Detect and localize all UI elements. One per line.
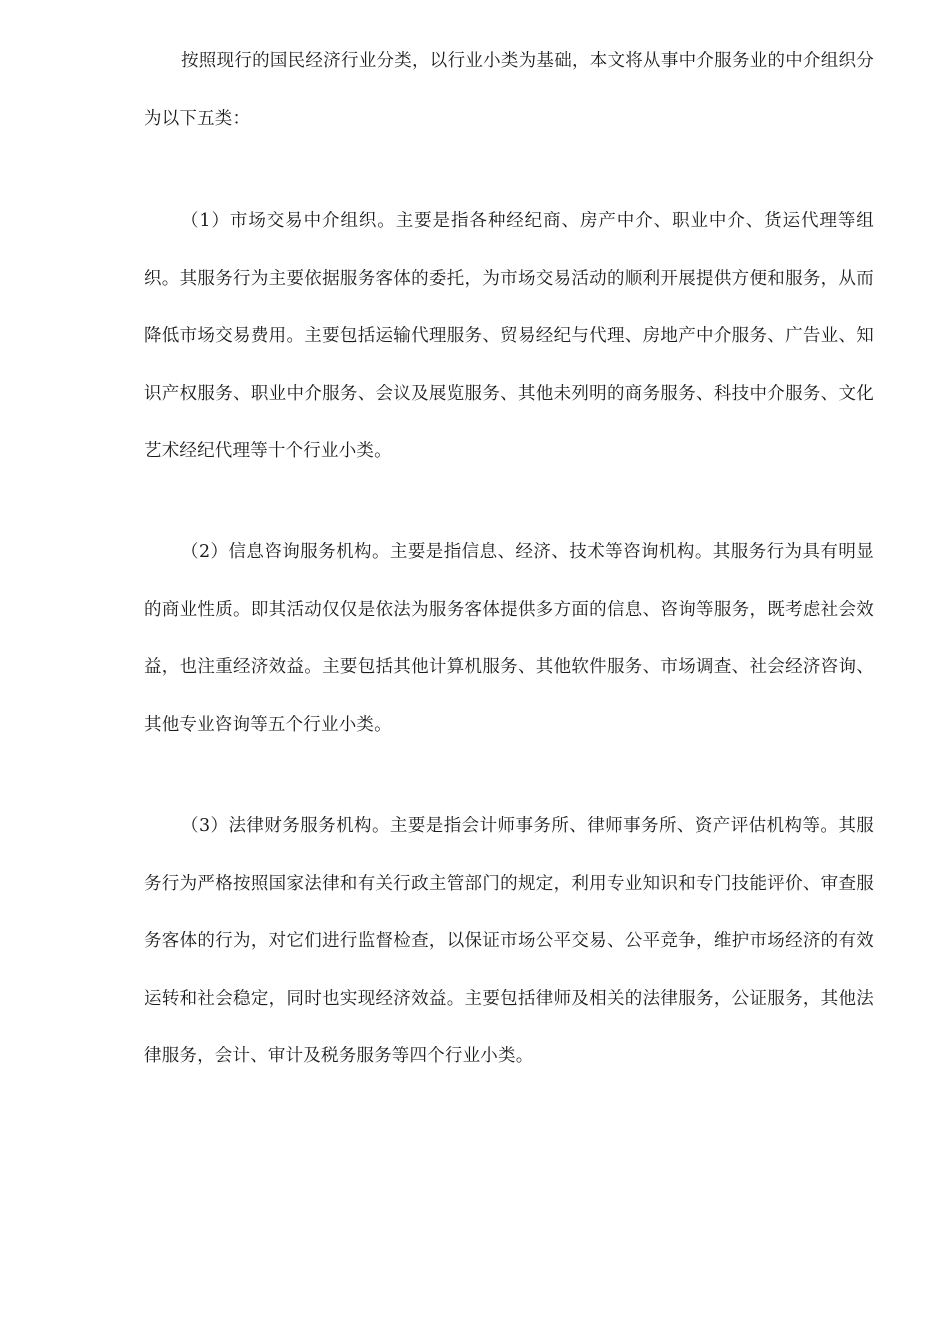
intro-paragraph: 按照现行的国民经济行业分类，以行业小类为基础，本文将从事中介服务业的中介组织分为以下五类：	[144, 51, 874, 129]
category-3-paragraph: （3）法律财务服务机构。主要是指会计师事务所、律师事务所、资产评估机构等。其服务行为严格按照国家法律和有关行政主管部门的规定，利用专业知识和专门技能评价、审查服务客体的行为，对它们进行监督检查，以保证市场公平交易、公平竞争，维护市场经济的有效运转和社会稳定，同时也实现经济效益。主要包括律师及相关的法律服务，公证服务，其他法律服务，会计、审计及税务服务等四个行业小类。	[144, 816, 874, 1066]
category-2-paragraph: （2）信息咨询服务机构。主要是指信息、经济、技术等咨询机构。其服务行为具有明显的商业性质。即其活动仅仅是依法为服务客体提供多方面的信息、咨询等服务，既考虑社会效益，也注重经济效益。主要包括其他计算机服务、其他软件服务、市场调查、社会经济咨询、其他专业咨询等五个行业小类。	[144, 542, 874, 735]
category-1-paragraph: （1）市场交易中介组织。主要是指各种经纪商、房产中介、职业中介、货运代理等组织。其服务行为主要依据服务客体的委托，为市场交易活动的顺利开展提供方便和服务，从而降低市场交易费用。主要包括运输代理服务、贸易经纪与代理、房地产中介服务、广告业、知识产权服务、职业中介服务、会议及展览服务、其他未列明的商务服务、科技中介服务、文化艺术经纪代理等十个行业小类。	[144, 211, 874, 461]
